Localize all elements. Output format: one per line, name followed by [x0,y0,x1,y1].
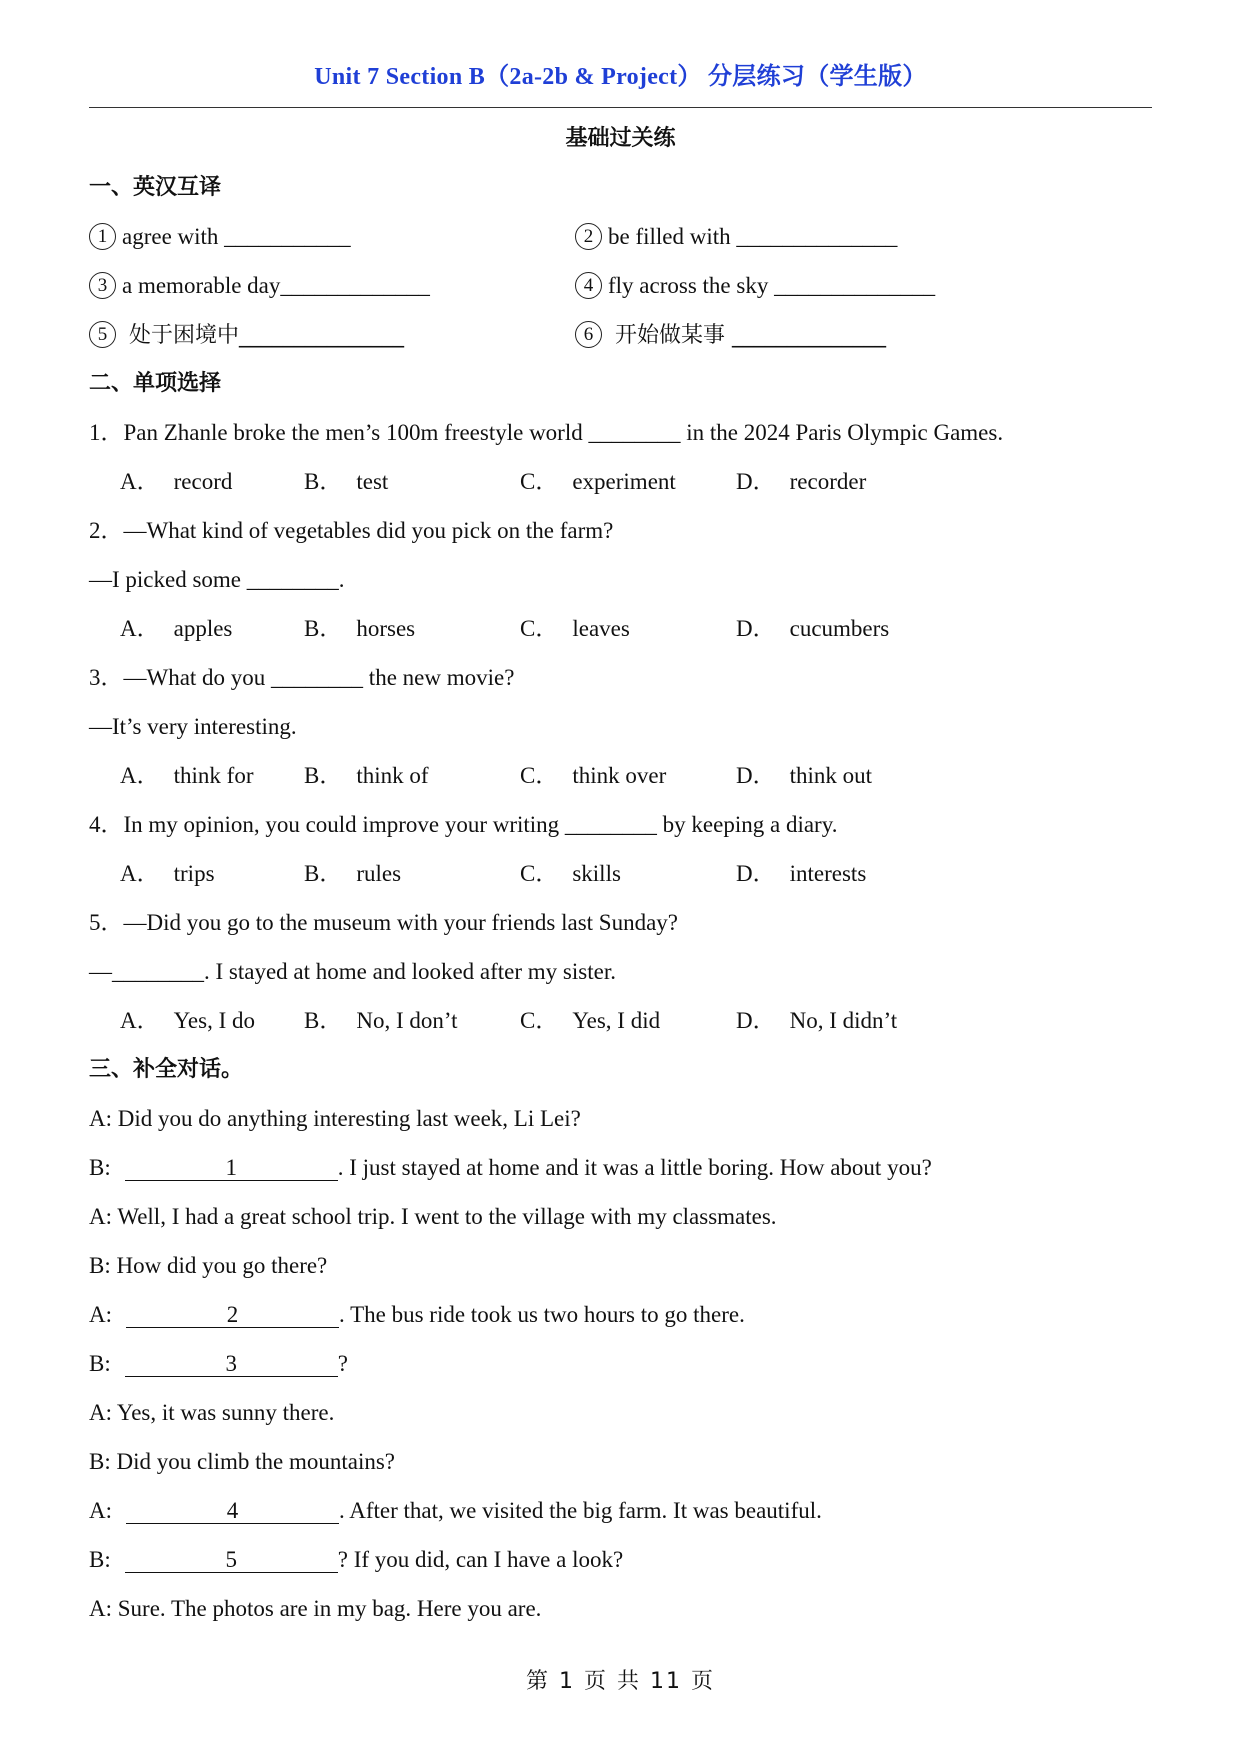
dialogue-text: . I just stayed at home and it was a little boring. How about you? [337,1155,932,1180]
item-number-circle: 4 [575,272,602,299]
part1-row [89,310,1152,359]
option-letter: B． [304,1008,343,1033]
option-c[interactable] [520,849,736,898]
option-c[interactable] [520,996,736,1045]
answer-blank[interactable]: 2 [126,1303,339,1328]
translation-item [575,212,1152,261]
option-text: horses [356,616,416,641]
answer-options [89,751,1152,800]
option-text: rules [356,861,402,886]
option-text: think over [572,763,667,788]
option-c[interactable] [520,604,736,653]
dialogue-text: Sure. The photos are in my bag. Here you are. [112,1596,542,1621]
dialogue-line [89,1290,1152,1339]
option-text: record [173,469,233,494]
dialogue-line [89,1241,1152,1290]
option-b[interactable] [304,751,520,800]
dialogue-speaker: B: [89,1449,111,1474]
part1-heading: 一、英汉互译 [89,175,222,200]
dialogue-speaker: A: [89,1400,112,1425]
option-text: trips [173,861,215,886]
option-letter: B． [304,616,343,641]
question-stem: 3．—What do you ________ the new movie? [89,665,515,690]
part1-row [89,261,1152,310]
option-a[interactable] [120,849,304,898]
option-letter: D． [736,763,776,788]
option-letter: C． [520,616,559,641]
option-text: skills [572,861,621,886]
option-a[interactable] [120,996,304,1045]
dialogue-line [89,1094,1152,1143]
option-letter: B． [304,763,343,788]
dialogue-text: Did you do anything interesting last week, Li Lei? [112,1106,581,1131]
option-a[interactable] [120,604,304,653]
dialogue-line [89,1143,1152,1192]
answer-options [89,996,1152,1045]
dialogue-text: . After that, we visited the big farm. It was beautiful. [339,1498,822,1523]
option-letter: C． [520,1008,559,1033]
dialogue-speaker: B: [89,1547,111,1572]
question-reply: —I picked some ________. [89,567,345,592]
option-letter: C． [520,469,559,494]
option-d[interactable] [736,849,976,898]
option-b[interactable] [304,849,520,898]
option-d[interactable] [736,751,976,800]
answer-options [89,604,1152,653]
translation-item-text: fly across the sky ______________ [608,273,936,298]
section-title: 基础过关练 [565,126,676,151]
dialogue-text: ? If you did, can I have a look? [337,1547,624,1572]
question-reply: —________. I stayed at home and looked after my sister. [89,959,616,984]
option-letter: A． [120,616,160,641]
header-divider [89,107,1152,108]
option-text: No, I didn’t [789,1008,898,1033]
dialogue-speaker: B: [89,1351,111,1376]
translation-item-text: 处于困境中_______________ [122,323,404,348]
dialogue-text: ? [337,1351,348,1376]
dialogue-speaker: A: [89,1106,112,1131]
translation-item-text: 开始做某事 ______________ [608,323,886,348]
question-stem: 2．—What kind of vegetables did you pick on the farm? [89,518,614,543]
option-letter: D． [736,861,776,886]
option-text: leaves [572,616,630,641]
option-letter: C． [520,763,559,788]
dialogue-speaker: A: [89,1596,112,1621]
question-stem: 1．Pan Zhanle broke the men’s 100m freestyle world ________ in the 2024 Paris Olympic Games. [89,420,1004,445]
option-letter: D． [736,1008,776,1033]
dialogue-speaker: B: [89,1253,111,1278]
answer-options [89,849,1152,898]
translation-item-text: be filled with ______________ [608,224,898,249]
dialogue-line [89,1437,1152,1486]
option-letter: A． [120,1008,160,1033]
option-d[interactable] [736,996,976,1045]
dialogue-text: How did you go there? [110,1253,328,1278]
translation-item-text: a memorable day_____________ [122,273,430,298]
dialogue-speaker: A: [89,1498,112,1523]
option-text: experiment [572,469,676,494]
option-text: think of [356,763,429,788]
option-text: interests [789,861,867,886]
option-letter: B． [304,469,343,494]
answer-options [89,457,1152,506]
question-stem: 5．—Did you go to the museum with your friends last Sunday? [89,910,678,935]
translation-item-text: agree with ___________ [122,224,351,249]
option-d[interactable] [736,457,976,506]
option-b[interactable] [304,457,520,506]
translation-item [89,261,575,310]
translation-item [575,261,1152,310]
dialogue-line [89,1535,1152,1584]
dialogue-text: Well, I had a great school trip. I went to the village with my classmates. [112,1204,777,1229]
option-letter: D． [736,616,776,641]
option-text: apples [173,616,233,641]
option-text: Yes, I did [572,1008,661,1033]
option-text: recorder [789,469,867,494]
translation-item [89,310,575,359]
option-text: Yes, I do [173,1008,256,1033]
dialogue-text: Yes, it was sunny there. [112,1400,335,1425]
dialogue-text: Did you climb the mountains? [110,1449,395,1474]
dialogue-speaker: A: [89,1302,112,1327]
item-number-circle: 5 [89,321,116,348]
option-text: think out [789,763,873,788]
dialogue-speaker: B: [89,1155,111,1180]
option-text: test [356,469,389,494]
item-number-circle: 1 [89,223,116,250]
answer-blank[interactable]: 4 [126,1499,339,1524]
option-d[interactable] [736,604,976,653]
part3-heading: 三、补全对话。 [89,1057,244,1082]
page-header-title: Unit 7 Section B（2a-2b & Project） 分层练习（学生版） [314,64,927,90]
option-letter: C． [520,861,559,886]
answer-blank[interactable]: 1 [125,1156,338,1181]
option-a[interactable] [120,457,304,506]
option-c[interactable] [520,751,736,800]
item-number-circle: 2 [575,223,602,250]
worksheet-content [89,114,1152,1633]
item-number-circle: 3 [89,272,116,299]
answer-blank[interactable]: 3 [125,1352,338,1377]
dialogue-text: . The bus ride took us two hours to go there. [339,1302,745,1327]
option-letter: A． [120,469,160,494]
option-letter: A． [120,763,160,788]
option-c[interactable] [520,457,736,506]
option-a[interactable] [120,751,304,800]
part1-row [89,212,1152,261]
option-text: No, I don’t [356,1008,458,1033]
option-b[interactable] [304,996,520,1045]
option-letter: A． [120,861,160,886]
item-number-circle: 6 [575,321,602,348]
part2-heading: 二、单项选择 [89,371,222,396]
translation-item [89,212,575,261]
option-text: think for [173,763,254,788]
dialogue-line [89,1584,1152,1633]
option-text: cucumbers [789,616,890,641]
option-letter: B． [304,861,343,886]
translation-item [575,310,1152,359]
page-number-footer: 第 1 页 共 11 页 [526,1669,715,1694]
dialogue-line [89,1192,1152,1241]
option-letter: D． [736,469,776,494]
option-b[interactable] [304,604,520,653]
question-stem: 4．In my opinion, you could improve your writing ________ by keeping a diary. [89,812,838,837]
answer-blank[interactable]: 5 [125,1548,338,1573]
dialogue-line [89,1339,1152,1388]
dialogue-line [89,1486,1152,1535]
question-reply: —It’s very interesting. [89,714,297,739]
dialogue-speaker: A: [89,1204,112,1229]
dialogue-line [89,1388,1152,1437]
